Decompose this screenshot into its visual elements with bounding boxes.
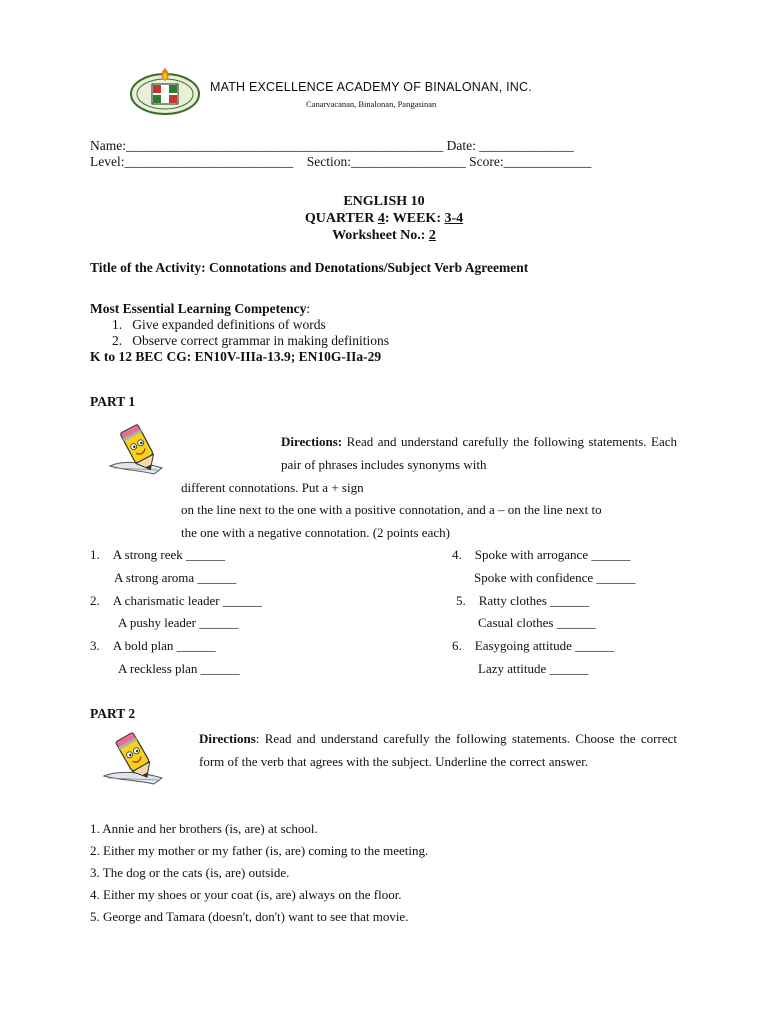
school-logo — [128, 64, 202, 118]
list-item[interactable]: 3. The dog or the cats (is, are) outside. — [90, 865, 290, 880]
item-number: 5. — [456, 593, 466, 608]
phrase[interactable]: Easygoing attitude ______ — [474, 638, 615, 653]
competency-num: 1. — [112, 317, 123, 332]
worksheet-prefix: Worksheet No.: — [332, 228, 429, 243]
score-field[interactable]: _____________ — [503, 154, 592, 169]
date-field[interactable]: ______________ — [479, 138, 574, 153]
item-number: 3. — [90, 638, 100, 653]
phrase[interactable]: A bold plan ______ — [112, 638, 216, 653]
part1-directions-line: different connotations. Put a + sign — [181, 480, 364, 495]
item-number: 4. — [452, 547, 462, 562]
competency-heading — [90, 301, 310, 317]
phrase[interactable]: Spoke with arrogance ______ — [474, 547, 631, 562]
part1-directions-block — [281, 430, 677, 476]
list-item — [90, 547, 225, 563]
part1-directions-label: Directions: — [281, 434, 343, 449]
week-prefix: : WEEK: — [384, 211, 445, 226]
list-item[interactable]: 2. Either my mother or my father (is, are) coming to the meeting. — [90, 843, 429, 858]
list-item[interactable]: 1. Annie and her brothers (is, are) at school. — [90, 821, 318, 836]
phrase[interactable]: A charismatic leader ______ — [112, 593, 262, 608]
competency-text: Observe correct grammar in making definitions — [132, 333, 390, 348]
list-item — [456, 593, 589, 609]
list-item[interactable]: Lazy attitude ______ — [478, 661, 589, 676]
part2-heading: PART 2 — [90, 706, 136, 721]
list-item — [90, 638, 216, 654]
list-item — [452, 547, 630, 563]
name-field[interactable]: _______________________________________________ — [126, 138, 444, 153]
list-item[interactable]: A strong aroma ______ — [114, 570, 237, 585]
school-name: MATH EXCELLENCE ACADEMY OF BINALONAN, INC. — [210, 80, 532, 94]
worksheet-title — [0, 228, 768, 244]
level-label: Level: — [90, 154, 125, 169]
score-label: Score: — [469, 154, 504, 169]
part2-directions-label: Directions — [199, 731, 256, 746]
competency-item — [112, 317, 326, 333]
phrase[interactable]: Ratty clothes ______ — [478, 593, 590, 608]
item-number: 6. — [452, 638, 462, 653]
list-item[interactable]: Casual clothes ______ — [478, 615, 596, 630]
name-line — [90, 138, 574, 154]
part1-heading: PART 1 — [90, 394, 136, 409]
subject-title: ENGLISH 10 — [343, 194, 425, 209]
part2-directions-block — [199, 727, 677, 773]
school-address: Canarvacanan, Binalonan, Pangasinan — [306, 99, 437, 109]
name-label: Name: — [90, 138, 126, 153]
list-item[interactable]: Spoke with confidence ______ — [474, 570, 636, 585]
competency-text: Give expanded definitions of words — [132, 317, 326, 332]
part2-items — [90, 818, 428, 928]
list-item[interactable]: A reckless plan ______ — [118, 661, 240, 676]
list-item[interactable]: 5. George and Tamara (doesn't, don't) want to see that movie. — [90, 909, 409, 924]
activity-title: Title of the Activity: Connotations and Denotations/Subject Verb Agreement — [90, 260, 529, 275]
part1-directions-line: on the line next to the one with a positive connotation, and a – on the line next to — [181, 502, 602, 517]
level-field[interactable]: _________________________ — [124, 154, 294, 169]
phrase[interactable]: A strong reek ______ — [112, 547, 226, 562]
competency-item — [112, 333, 389, 349]
item-number: 1. — [90, 547, 100, 562]
week-number: 3-4 — [444, 211, 464, 226]
part2-directions-text: : Read and understand carefully the following statements. Choose the correct form of the verb that agrees with the subject. Underline the correct answer. — [199, 731, 677, 769]
pencil-mascot-icon — [104, 422, 176, 478]
section-field[interactable]: _________________ — [350, 154, 466, 169]
pencil-mascot-icon — [100, 730, 174, 788]
competency-heading-text: Most Essential Learning Competency — [90, 301, 307, 316]
list-item[interactable]: A pushy leader ______ — [118, 615, 239, 630]
date-label: Date: — [446, 138, 476, 153]
list-item[interactable]: 4. Either my shoes or your coat (is, are) always on the floor. — [90, 887, 402, 902]
curriculum-code: K to 12 BEC CG: EN10V-IIIa-13.9; EN10G-IIa-29 — [90, 349, 382, 364]
competency-num: 2. — [112, 333, 123, 348]
worksheet-number: 2 — [428, 228, 436, 243]
item-number: 2. — [90, 593, 100, 608]
competency-colon: : — [306, 301, 311, 316]
list-item — [452, 638, 614, 654]
list-item — [90, 593, 262, 609]
part1-directions-line: the one with a negative connotation. (2 points each) — [181, 525, 450, 540]
quarter-number: 4 — [377, 211, 385, 226]
quarter-prefix: QUARTER — [304, 211, 378, 226]
quarter-week-title — [0, 211, 768, 227]
level-line — [90, 154, 591, 170]
part1-directions-text: Read and understand carefully the following statements. Each pair of phrases includes synonyms with — [281, 434, 677, 472]
section-label: Section: — [306, 154, 351, 169]
